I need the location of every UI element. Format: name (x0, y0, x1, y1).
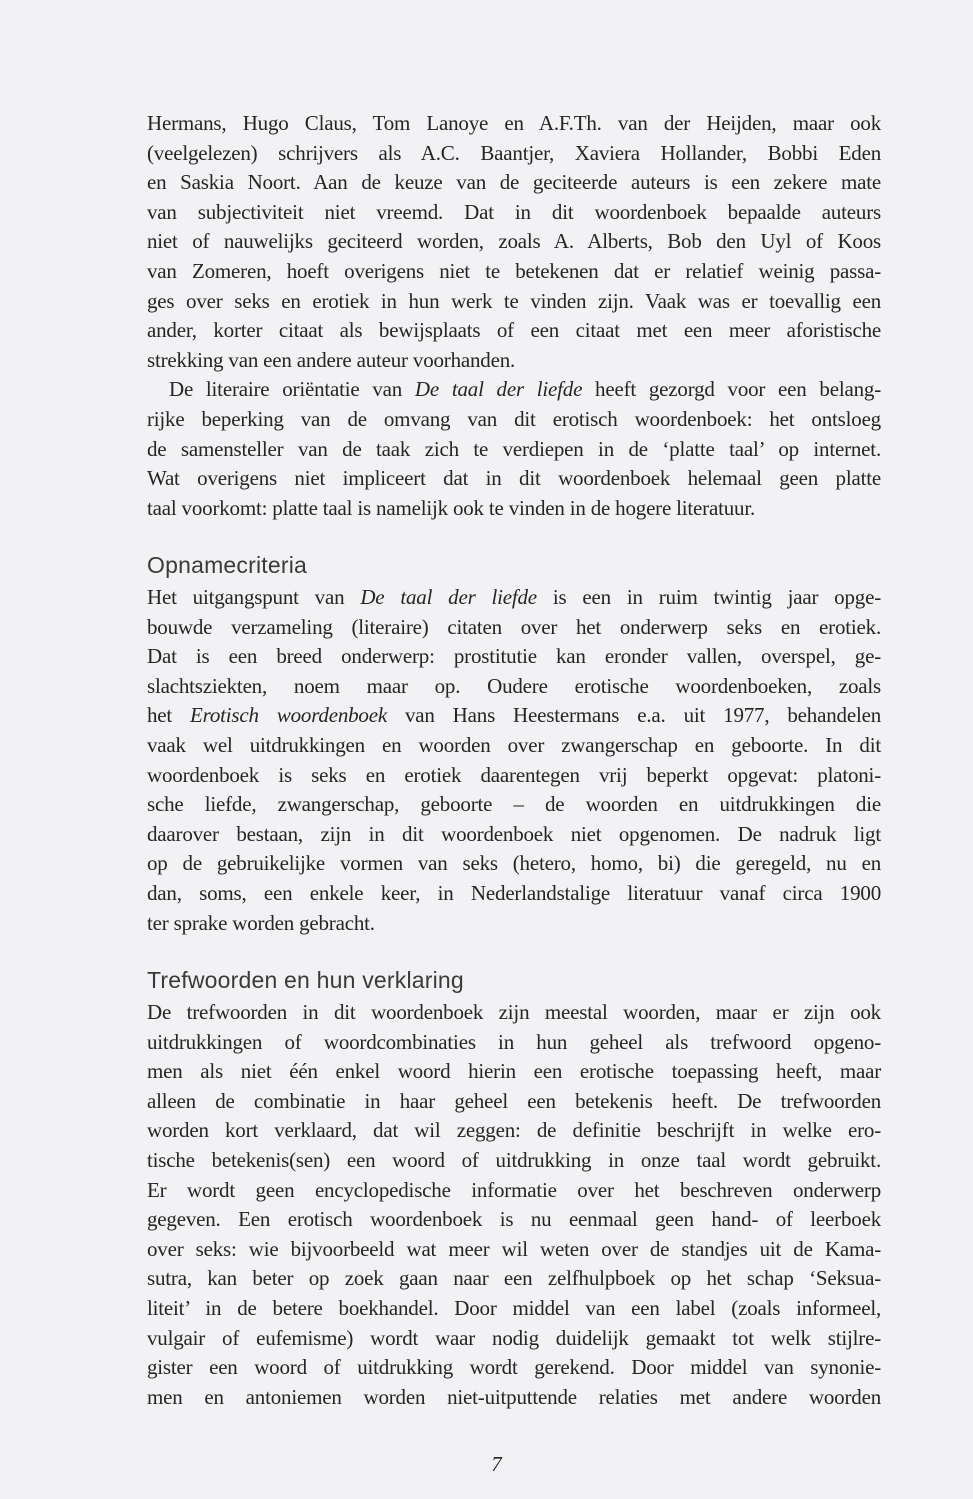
text-line (147, 346, 881, 376)
text-segment: ter sprake worden gebracht. (147, 910, 375, 935)
text-segment: heeft gezorgd voor een belang- (582, 377, 881, 402)
text-segment: liteit’ in de betere boekhandel. Door middel van een label (zoals informeel, (147, 1295, 881, 1320)
text-line (147, 849, 881, 879)
text-line (147, 375, 881, 405)
text-segment: bouwde verzameling (literaire) citaten over het onderwerp seks en erotiek. (147, 614, 881, 639)
text-line (147, 287, 881, 317)
text-segment: slachtsziekten, noem maar op. Oudere erotische woordenboeken, zoals (147, 673, 881, 698)
text-line (147, 1116, 881, 1146)
text-segment: vaak wel uitdrukkingen en woorden over zwangerschap en geboorte. In dit (147, 732, 881, 757)
text-segment: ander, korter citaat als bewijsplaats of een citaat met een meer aforistische (147, 318, 881, 343)
text-line (147, 1235, 881, 1265)
text-segment: ges over seks en erotiek in hun werk te vinden zijn. Vaak was er toevallig een (147, 288, 881, 313)
text-line (147, 139, 881, 169)
text-line (147, 168, 881, 198)
text-segment: De literaire oriëntatie van (169, 377, 415, 402)
text-segment: daarover bestaan, zijn in dit woordenboek niet opgenomen. De nadruk ligt (147, 821, 881, 846)
text-line (147, 1057, 881, 1087)
text-line (147, 613, 881, 643)
text-line (147, 1146, 881, 1176)
text-line (147, 701, 881, 731)
text-line (147, 435, 881, 465)
text-line (147, 1264, 881, 1294)
text-line (147, 583, 881, 613)
text-segment: uitdrukkingen of woordcombinaties in hun geheel als trefwoord opgeno- (147, 1029, 881, 1054)
text-segment: van Hans Heestermans e.a. uit 1977, behandelen (386, 703, 881, 728)
text-segment: de samensteller van de taak zich te verdiepen in de ‘platte taal’ op internet. (147, 436, 881, 461)
text-line (147, 761, 881, 791)
text-segment: (veelgelezen) schrijvers als A.C. Baantjer, Xaviera Hollander, Bobbi Eden (147, 140, 881, 165)
text-line (147, 879, 881, 909)
text-segment: men en antoniemen worden niet-uitputtende relaties met andere woorden (147, 1384, 881, 1409)
text-segment: De trefwoorden in dit woordenboek zijn meestal woorden, maar er zijn ook (147, 1000, 881, 1024)
text-segment: sutra, kan beter op zoek gaan naar een zelfhulpboek op het schap ‘Seksua- (147, 1266, 881, 1291)
text-line (147, 464, 881, 494)
body-text-block-3 (147, 998, 881, 1412)
text-line (147, 494, 881, 524)
text-segment: het (147, 703, 191, 728)
text-line (147, 1176, 881, 1206)
text-segment: is een in ruim twintig jaar opge- (536, 585, 881, 609)
text-line (147, 316, 881, 346)
text-line (147, 257, 881, 287)
text-segment: niet of nauwelijks geciteerd worden, zoals A. Alberts, Bob den Uyl of Koos (147, 229, 881, 254)
text-segment: men als niet één enkel woord hierin een erotische toepassing heeft, maar (147, 1059, 881, 1084)
text-segment: over seks: wie bijvoorbeeld wat meer wil weten over de standjes uit de Kama- (147, 1236, 881, 1261)
italic-title: Erotisch woordenboek (190, 703, 387, 728)
text-segment: alleen de combinatie in haar geheel een betekenis heeft. De trefwoorden (147, 1088, 881, 1113)
italic-title: De taal der liefde (360, 585, 537, 609)
text-line (147, 198, 881, 228)
text-line (147, 1205, 881, 1235)
section-heading-trefwoorden: Trefwoorden en hun verklaring (147, 967, 464, 993)
text-line (147, 642, 881, 672)
text-segment: vulgair of eufemisme) wordt waar nodig duidelijk gemaakt tot welk stijlre- (147, 1325, 881, 1350)
text-segment: woordenboek is seks en erotiek daarentegen vrij beperkt opgevat: platoni- (147, 762, 881, 787)
text-line (147, 1087, 881, 1117)
body-text-block-2 (147, 583, 881, 938)
text-segment: en Saskia Noort. Aan de keuze van de geciteerde auteurs is een zekere mate (147, 170, 881, 195)
text-line (147, 227, 881, 257)
text-segment: strekking van een andere auteur voorhanden. (147, 347, 516, 372)
text-segment: worden kort verklaard, dat wil zeggen: de definitie beschrijft in welke ero- (147, 1118, 881, 1143)
text-line (147, 1028, 881, 1058)
text-segment: Het uitgangspunt van (147, 585, 361, 609)
text-segment: van subjectiviteit niet vreemd. Dat in dit woordenboek bepaalde auteurs (147, 199, 881, 224)
text-line (147, 909, 881, 939)
text-segment: Wat overigens niet impliceert dat in dit woordenboek helemaal geen platte (147, 466, 881, 491)
text-line (147, 672, 881, 702)
text-segment: Er wordt geen encyclopedische informatie over het beschreven onderwerp (147, 1177, 881, 1202)
text-segment: rijke beperking van de omvang van dit erotisch woordenboek: het ontsloeg (147, 406, 881, 431)
text-segment: op de gebruikelijke vormen van seks (hetero, homo, bi) die geregeld, nu en (147, 851, 881, 876)
text-line (147, 790, 881, 820)
text-line (147, 731, 881, 761)
section-heading-opnamecriteria: Opnamecriteria (147, 552, 308, 578)
page-number: 7 (491, 1452, 502, 1476)
text-segment: van Zomeren, hoeft overigens niet te betekenen dat er relatief weinig passa- (147, 258, 881, 283)
text-segment: Hermans, Hugo Claus, Tom Lanoye en A.F.Th. van der Heijden, maar ook (147, 111, 881, 135)
text-line (147, 1383, 881, 1413)
text-segment: sche liefde, zwangerschap, geboorte – de woorden en uitdrukkingen die (147, 792, 881, 817)
text-segment: Dat is een breed onderwerp: prostitutie kan eronder vallen, overspel, ge- (147, 644, 881, 669)
text-segment: taal voorkomt: platte taal is namelijk ook te vinden in de hogere literatuur. (147, 495, 756, 520)
text-segment: tische betekenis(sen) een woord of uitdrukking in onze taal wordt gebruikt. (147, 1147, 881, 1172)
text-line (147, 820, 881, 850)
text-segment: gister een woord of uitdrukking wordt gerekend. Door middel van synonie- (147, 1355, 881, 1380)
body-text-block-1 (147, 109, 881, 523)
text-line (147, 109, 881, 139)
italic-title: De taal der liefde (414, 377, 583, 402)
text-line (147, 1294, 881, 1324)
text-line (147, 405, 881, 435)
text-line (147, 1324, 881, 1354)
text-segment: dan, soms, een enkele keer, in Nederlandstalige literatuur vanaf circa 1900 (147, 880, 881, 905)
text-segment: gegeven. Een erotisch woordenboek is nu eenmaal geen hand- of leerboek (147, 1207, 881, 1232)
text-line (147, 1353, 881, 1383)
text-line (147, 998, 881, 1028)
